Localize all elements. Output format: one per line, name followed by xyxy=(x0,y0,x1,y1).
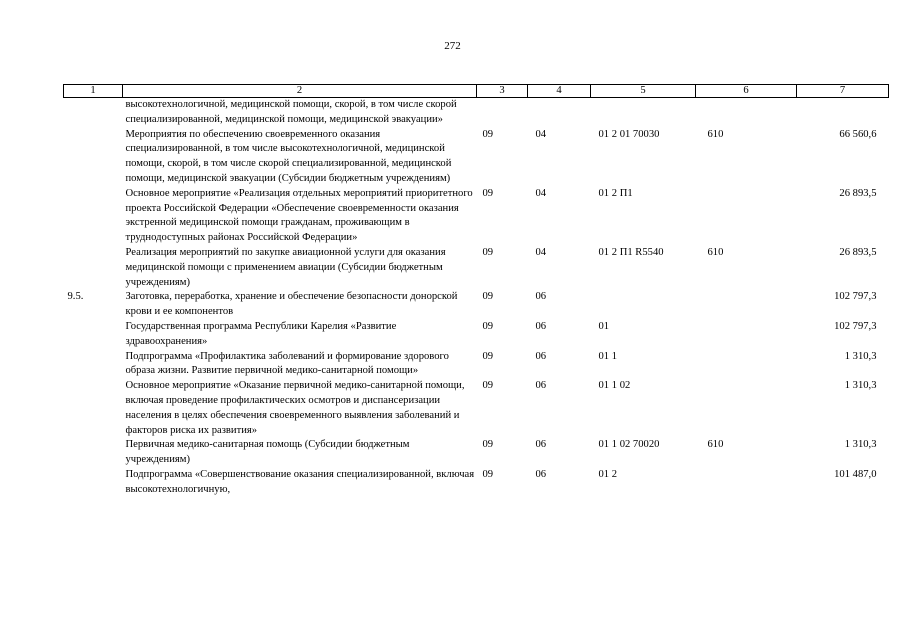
row-expense-type xyxy=(696,290,797,320)
row-section: 09 xyxy=(482,468,494,480)
header-col-4: 4 xyxy=(528,85,591,98)
row-subsection: 06 xyxy=(535,350,547,362)
table-body xyxy=(64,98,889,498)
row-amount: 66 560,6 xyxy=(839,128,877,140)
row-number xyxy=(64,468,123,498)
row-expense-type xyxy=(696,320,797,350)
row-expense-type xyxy=(696,187,797,246)
header-col-6: 6 xyxy=(696,85,797,98)
row-subsection: 06 xyxy=(535,439,547,451)
table-row xyxy=(64,128,889,187)
row-subsection: 06 xyxy=(535,468,547,480)
row-subsection: 06 xyxy=(535,380,547,392)
row-number xyxy=(64,350,123,380)
row-section: 09 xyxy=(482,439,494,451)
row-expense-type: 610 xyxy=(707,246,724,258)
table-row xyxy=(64,187,889,246)
row-amount: 1 310,3 xyxy=(844,350,877,362)
row-name: Основное мероприятие «Реализация отдельных мероприятий приоритетного проекта Российской Федерации «Обеспечение своевременности оказания экстренной медицинской помощи гражданам, проживающим в труднодоступных районах Российской Федерации» xyxy=(125,187,473,244)
header-col-1: 1 xyxy=(64,85,123,98)
row-target-article: 01 2 П1 R5540 xyxy=(598,246,664,258)
row-section xyxy=(477,98,528,128)
row-name: Основное мероприятие «Оказание первичной медико-санитарной помощи, включая проведение профилактических осмотров и диспансеризации населения в целях обеспечения своевременного выявления заболеваний и факторов риска их развития» xyxy=(125,380,465,436)
row-amount: 26 893,5 xyxy=(839,187,877,199)
header-col-5: 5 xyxy=(591,85,696,98)
table-row xyxy=(64,98,889,128)
row-section: 09 xyxy=(482,128,494,140)
row-subsection: 06 xyxy=(535,320,547,332)
row-target-article xyxy=(591,290,696,320)
row-expense-type: 610 xyxy=(707,439,724,451)
row-number xyxy=(64,187,123,246)
row-name: Государственная программа Республики Карелия «Развитие здравоохранения» xyxy=(125,320,397,347)
row-name: Мероприятия по обеспечению своевременного оказания специализированной, в том числе высокотехнологичной, медицинской помощи, скорой, в том числе скорой специализированной, медицинской помощи, медицинской эвакуации (Субсидии бюджетным учреждениям) xyxy=(125,128,452,184)
row-section: 09 xyxy=(482,380,494,392)
row-subsection xyxy=(528,98,591,128)
row-subsection: 04 xyxy=(535,128,547,140)
row-expense-type xyxy=(696,350,797,380)
table-row xyxy=(64,350,889,380)
row-section: 09 xyxy=(482,246,494,258)
row-amount: 1 310,3 xyxy=(844,380,877,392)
row-expense-type: 610 xyxy=(707,128,724,140)
row-number xyxy=(64,98,123,128)
row-number xyxy=(64,246,123,290)
row-target-article: 01 1 02 70020 xyxy=(598,439,660,451)
row-expense-type xyxy=(696,98,797,128)
row-number xyxy=(64,438,123,468)
row-target-article: 01 1 02 xyxy=(598,380,631,392)
row-name: Реализация мероприятий по закупке авиационной услуги для оказания медицинской помощи с применением авиации (Субсидии бюджетным учреждениям) xyxy=(125,246,446,288)
header-row xyxy=(64,85,889,98)
table-row xyxy=(64,246,889,290)
page-number: 272 xyxy=(444,40,461,52)
row-section: 09 xyxy=(482,291,494,303)
budget-table xyxy=(63,84,889,498)
row-name: Заготовка, переработка, хранение и обеспечение безопасности донорской крови и ее компонентов xyxy=(125,291,458,318)
table-row xyxy=(64,468,889,498)
header-col-7: 7 xyxy=(797,85,889,98)
row-section: 09 xyxy=(482,320,494,332)
row-name: Подпрограмма «Совершенствование оказания специализированной, включая высокотехнологичную, xyxy=(125,468,475,495)
row-name: Первичная медико-санитарная помощь (Субсидии бюджетным учреждениям) xyxy=(125,439,410,466)
row-amount xyxy=(797,98,889,128)
row-amount: 26 893,5 xyxy=(839,246,877,258)
header-col-3: 3 xyxy=(477,85,528,98)
table-row xyxy=(64,379,889,438)
row-number xyxy=(64,320,123,350)
row-number: 9.5. xyxy=(67,291,84,303)
row-target-article: 01 2 xyxy=(598,468,618,480)
row-amount: 102 797,3 xyxy=(834,320,877,332)
row-name: Подпрограмма «Профилактика заболеваний и формирование здорового образа жизни. Развитие первичной медико-санитарной помощи» xyxy=(125,350,449,377)
table-header xyxy=(64,85,889,98)
row-expense-type xyxy=(696,468,797,498)
table-row xyxy=(64,290,889,320)
row-amount: 102 797,3 xyxy=(834,291,877,303)
row-target-article: 01 2 П1 xyxy=(598,187,633,199)
table-row xyxy=(64,320,889,350)
header-col-2: 2 xyxy=(123,85,477,98)
row-subsection: 04 xyxy=(535,187,547,199)
row-section: 09 xyxy=(482,187,494,199)
row-subsection: 04 xyxy=(535,246,547,258)
row-target-article: 01 2 01 70030 xyxy=(598,128,660,140)
row-target-article xyxy=(591,98,696,128)
table-row xyxy=(64,438,889,468)
row-amount: 101 487,0 xyxy=(834,468,877,480)
row-subsection: 06 xyxy=(535,291,547,303)
row-number xyxy=(64,379,123,438)
row-number xyxy=(64,128,123,187)
row-target-article: 01 xyxy=(598,320,610,332)
row-amount: 1 310,3 xyxy=(844,439,877,451)
row-name: высокотехнологичной, медицинской помощи, скорой, в том числе скорой специализированной, медицинской помощи, медицинской эвакуации» xyxy=(125,99,457,125)
row-target-article: 01 1 xyxy=(598,350,618,362)
row-expense-type xyxy=(696,379,797,438)
row-section: 09 xyxy=(482,350,494,362)
